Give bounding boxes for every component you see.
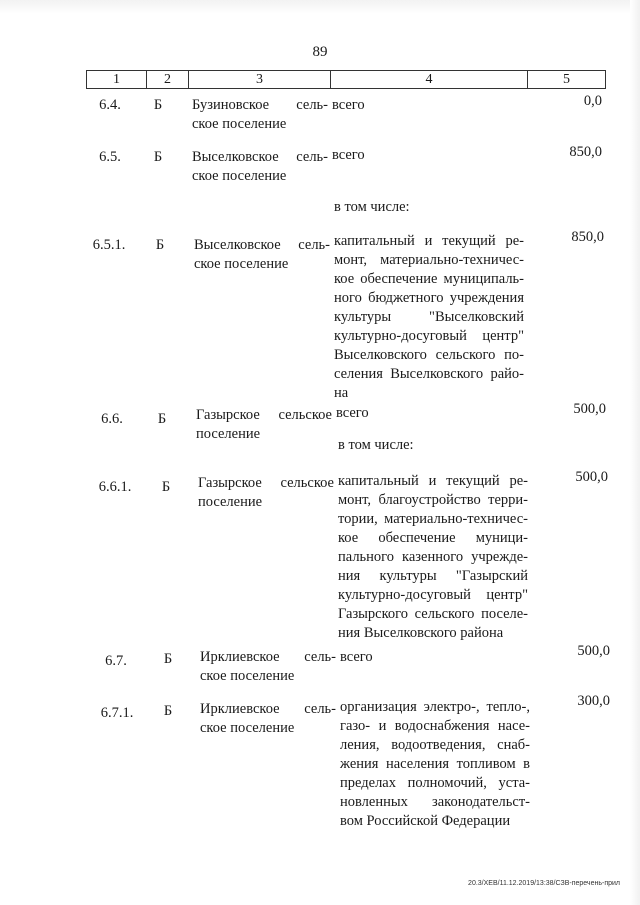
column-header-4: 4 [331,71,528,88]
amount: 500,0 [573,401,606,417]
page-number: 89 [312,44,328,60]
amount: 850,0 [571,229,604,245]
row-number: 6.6. [101,411,123,427]
row-number: 6.5.1. [92,237,126,253]
scan-edge-top [0,0,640,14]
column-header-3: 3 [189,71,331,88]
settlement-name: Выселковское сель-ское поселение [194,237,330,272]
funding-source: Б [163,651,173,667]
amount: 500,0 [575,469,608,485]
amount: 0,0 [583,93,602,109]
purpose-description: всего [332,147,365,163]
funding-source: Б [157,411,167,427]
purpose-description: капитальный и текущий ре-монт, материально-техничес-кое обеспечение муниципаль-ного бюджетного учреждения культуры "Выселковский культурно-досуговый центр" Выселковского сельского по-селения Выселковского райо-на [334,233,524,401]
purpose-description: всего [336,405,369,421]
purpose-description: всего [332,97,365,113]
subtotal-caption: в том числе: [334,199,410,215]
settlement-name: Газырское сельское поселение [198,475,334,510]
purpose-description: капитальный и текущий ре-монт, благоустройство терри-тории, материально-техничес-кое обеспечение муници-пального казенного учрежде-ния культуры "Газырский культурно-досуговый центр" Газырского сельского поселе-ния Выселковского района [338,473,528,641]
purpose-description: организация электро-, тепло-, газо- и водоснабжения насе-ления, водоотведения, снаб-жения населения топливом в пределах полномочий, уста-новленных законодательст-вом Российской Федерации [340,699,530,829]
row-number: 6.5. [99,149,121,165]
funding-source: Б [153,97,163,113]
scan-edge-right [630,0,640,905]
amount: 850,0 [569,144,602,160]
settlement-name: Бузиновское сель-ское поселение [192,97,328,132]
column-header-1: 1 [87,71,147,88]
subtotal-caption: в том числе: [338,437,414,453]
column-header-5: 5 [563,72,570,87]
row-number: 6.7.1. [100,705,134,721]
settlement-name: Ирклиевское сель-ское поселение [200,701,336,736]
row-number: 6.6.1. [98,479,132,495]
settlement-name: Ирклиевское сель-ское поселение [200,649,336,684]
funding-source: Б [153,149,163,165]
row-number: 6.4. [99,97,121,113]
settlement-name: Газырское сельское поселение [196,407,332,442]
purpose-description: всего [340,649,373,665]
settlement-name: Выселковское сель-ское поселение [192,149,328,184]
amount: 500,0 [577,643,610,659]
funding-source: Б [163,703,173,719]
row-number: 6.7. [105,653,127,669]
column-header-2: 2 [147,71,189,88]
table-header [86,70,606,89]
funding-source: Б [155,237,165,253]
document-footer-code: 20.3/ХЕВ/11.12.2019/13:38/СЗВ-перечень-прил [468,880,620,887]
amount: 300,0 [577,693,610,709]
funding-source: Б [161,479,171,495]
